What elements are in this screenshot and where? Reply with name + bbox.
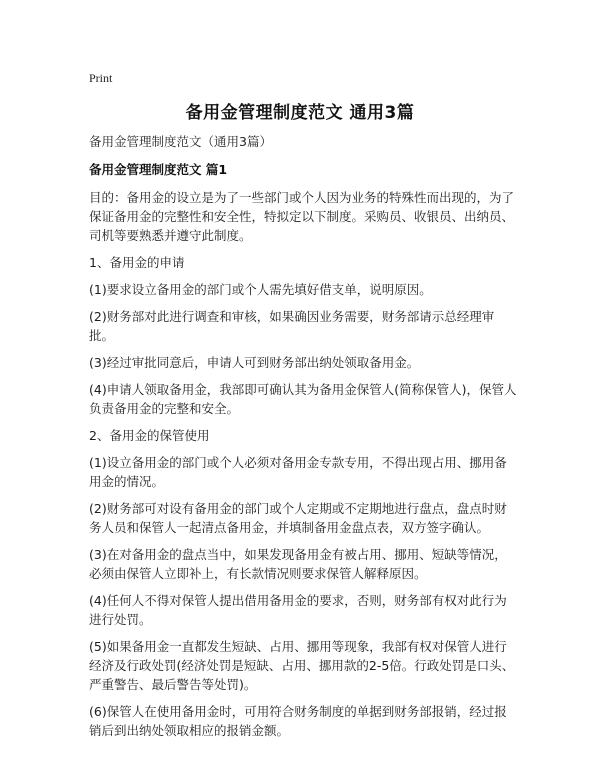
- paragraph-application-2: (2)财务部对此进行调查和审核，如果确因业务需要，财务部请示总经理审批。: [89, 309, 495, 343]
- heading-application: 1、备用金的申请: [89, 255, 185, 270]
- paragraph-custody-1: (1)设立备用金的部门或个人必须对备用金专款专用，不得出现占用、挪用备用金的情况。: [89, 455, 507, 489]
- paragraph-application-3: (3)经过审批同意后，申请人可到财务部出纳处领取备用金。: [89, 355, 420, 370]
- paragraph-custody-2: (2)财务部可对设有备用金的部门或个人定期或不定期地进行盘点，盘点时财务人员和保管人一起清点备用金，并填制备用金盘点表，双方签字确认。: [89, 501, 507, 535]
- section-heading: 备用金管理制度范文 篇1: [89, 162, 228, 177]
- paragraph-custody-3: (3)在对备用金的盘点当中，如果发现备用金有被占用、挪用、短缺等情况，必须由保管人立即补上，有长款情况则要求保管人解释原因。: [89, 547, 507, 581]
- document-body: [89, 132, 517, 748]
- paragraph-custody-6: (6)保管人在使用备用金时，可用符合财务制度的单据到财务部报销，经过报销后到出纳处领取相应的报销金额。: [89, 704, 507, 738]
- paragraph-custody-4: (4)任何人不得对保管人提出借用备用金的要求，否则，财务部有权对此行为进行处罚。: [89, 593, 507, 627]
- paragraph-custody-5: (5)如果备用金一直都发生短缺、占用、挪用等现象，我部有权对保管人进行经济及行政处罚(经济处罚是短缺、占用、挪用款的2-5倍。行政处罚是口头、严重警告、最后警告等处罚)。: [89, 639, 515, 692]
- paragraph-application-4: (4)申请人领取备用金，我部即可确认其为备用金保管人(简称保管人)，保管人负责备用金的完整和安全。: [89, 382, 517, 416]
- page-title: 备用金管理制度范文 通用3篇: [185, 103, 415, 123]
- paragraph-application-1: (1)要求设立备用金的部门或个人需先填好借支单，说明原因。: [89, 282, 432, 297]
- document-subtitle: 备用金管理制度范文（通用3篇）: [89, 134, 272, 149]
- heading-custody-usage: 2、备用金的保管使用: [89, 428, 210, 443]
- print-label: Print: [89, 71, 113, 85]
- paragraph-purpose: 目的：备用金的设立是为了一些部门或个人因为业务的特殊性而出现的，为了保证备用金的完整性和安全性，特拟定以下制度。采购员、收银员、出纳员、司机等要熟悉并遵守此制度。: [89, 190, 515, 243]
